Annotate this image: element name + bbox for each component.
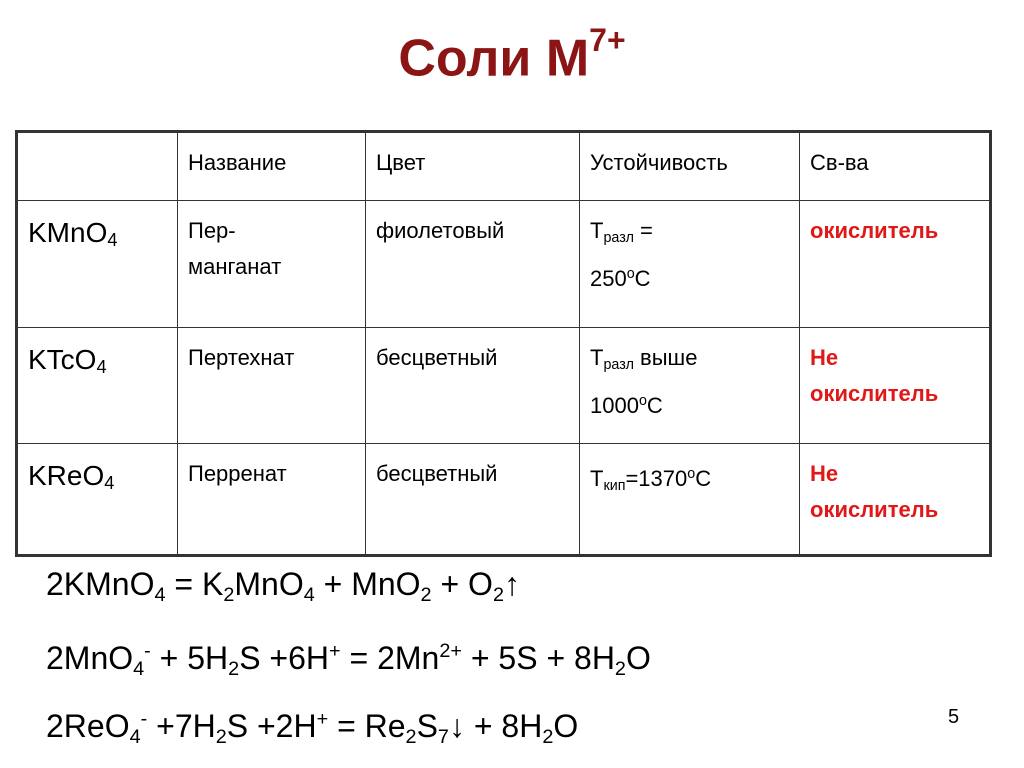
- row-name: Пер- манганат: [178, 201, 366, 328]
- row-property: окислитель: [800, 201, 992, 328]
- header-stability: Устойчивость: [580, 133, 800, 201]
- row-name: Пертехнат: [178, 328, 366, 444]
- header-properties: Св-ва: [800, 133, 992, 201]
- row-color: бесцветный: [366, 328, 580, 444]
- header-name: Название: [178, 133, 366, 201]
- row-color: бесцветный: [366, 444, 580, 557]
- row-property: Не окислитель: [810, 461, 939, 522]
- row-name: Перренат: [178, 444, 366, 557]
- row-formula: KReO$_4$: [18, 444, 178, 557]
- row-stability: $T_{разл}$ выше 1000$^o$C: [580, 328, 800, 444]
- row-formula: KTcO$_4$: [18, 328, 178, 444]
- slide-title: Соли $M^{7+}$: [398, 22, 626, 88]
- equation-line: 2KMnO4 = K2MnO4 + MnO2 + O2↑: [46, 566, 520, 606]
- row-stability: $T_{кип}=1370^oC$: [580, 444, 800, 557]
- row-stability: $T_{разл}$ = $250^oC$: [580, 201, 800, 328]
- row-formula: KMnO$_4$: [18, 201, 178, 328]
- header-empty-cell: [18, 133, 178, 201]
- row-property: Не окислитель: [800, 328, 992, 444]
- header-color: Цвет: [366, 133, 580, 201]
- salts-table: [15, 130, 992, 557]
- row-color: фиолетовый: [366, 201, 580, 328]
- page-number: 5: [948, 706, 960, 728]
- equation-line: 2ReO4- +7H2S +2H+ = Re2S7↓ + 8H2O: [46, 708, 579, 748]
- equation-line: $2MnO4^- + 5H2S +6H^+ = 2Mn^{2+} + 5S + 8H2O$: [46, 640, 651, 680]
